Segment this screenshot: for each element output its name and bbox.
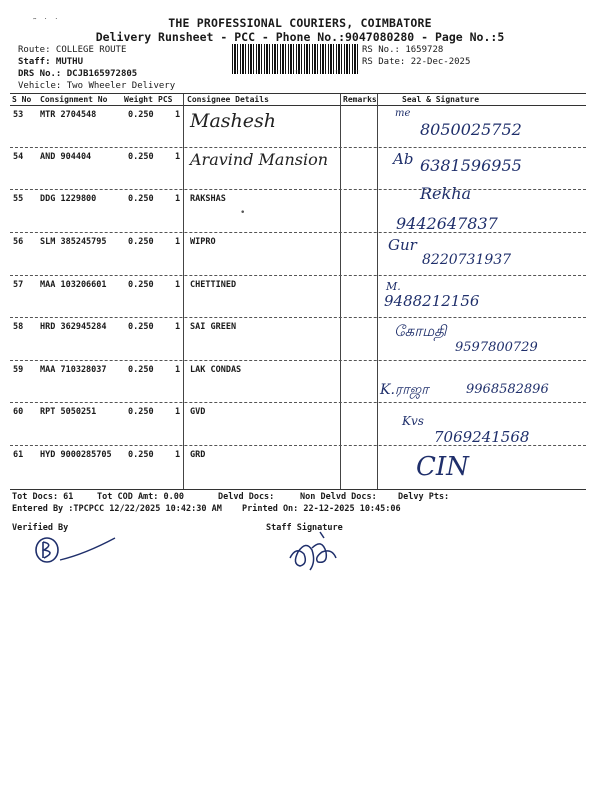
drs-label: DRS No.: DCJB165972805 (18, 69, 138, 79)
delivery-points: Delvy Pts: (398, 492, 450, 502)
row-signature: 9488212156 (384, 292, 480, 310)
col-details: Consignee Details (187, 95, 269, 104)
row-sig-scribble: Gur (388, 236, 417, 254)
stray-dot: • (240, 208, 246, 218)
row-pcs: 1 (175, 450, 181, 460)
row-sig-scribble: M. (386, 280, 401, 293)
col-remarks: Remarks (343, 95, 377, 104)
row-pcs: 1 (175, 365, 181, 375)
rs-number: RS No.: 1659728 (362, 45, 444, 55)
printed-on: Printed On: 22-12-2025 10:45:06 (242, 504, 401, 514)
row-weight: 0.250 (128, 322, 154, 332)
row-weight: 0.250 (128, 407, 154, 417)
row-sig-scribble: Rekha (420, 184, 472, 203)
row-sig-scribble: Ab (393, 150, 414, 168)
row-sno: 56 (13, 237, 24, 247)
row-pcs: 1 (175, 280, 181, 290)
row-consignment: AND 904404 (40, 152, 92, 162)
table-bottom-rule (10, 489, 586, 490)
row-consignee: LAK CONDAS (190, 365, 242, 375)
row-consignment: SLM 385245795 (40, 237, 107, 247)
divider-seal (377, 94, 378, 490)
verified-by-label: Verified By (12, 523, 69, 533)
row-sno: 58 (13, 322, 24, 332)
row-signature: 9442647837 (396, 214, 498, 233)
row-pcs: 1 (175, 152, 181, 162)
row-weight: 0.250 (128, 152, 154, 162)
row-sig-scribble: Kvs (402, 414, 424, 428)
row-signature: CIN (416, 452, 469, 482)
row-weight: 0.250 (128, 110, 154, 120)
row-sno: 59 (13, 365, 24, 375)
row-pcs: 1 (175, 110, 181, 120)
row-consignment: RPT 5050251 (40, 407, 97, 417)
company-title: THE PROFESSIONAL COURIERS, COIMBATORE (168, 16, 432, 30)
row-consignee: Aravind Mansion (190, 150, 329, 169)
row-consignment: MAA 710328037 (40, 365, 107, 375)
divider-remarks (340, 94, 341, 490)
row-weight: 0.250 (128, 365, 154, 375)
runsheet-subtitle: Delivery Runsheet - PCC - Phone No.:9047080280 - Page No.:5 (95, 30, 505, 44)
row-sno: 61 (13, 450, 24, 460)
row-consignment: MAA 103206601 (40, 280, 107, 290)
row-pcs: 1 (175, 322, 181, 332)
table-top-rule (10, 93, 586, 94)
row-consignee: GVD (190, 407, 206, 417)
row-pcs: 1 (175, 237, 181, 247)
row-pcs: 1 (175, 194, 181, 204)
row-rule (10, 445, 586, 446)
row-weight: 0.250 (128, 194, 154, 204)
row-rule (10, 189, 586, 190)
barcode (232, 44, 360, 74)
row-weight: 0.250 (128, 280, 154, 290)
row-consignment: DDG 1229800 (40, 194, 97, 204)
col-weight: Weight (124, 95, 153, 104)
col-pcs: PCS (158, 95, 173, 104)
total-docs: Tot Docs: 61 (12, 492, 74, 502)
row-signature: 9597800729 (455, 340, 538, 355)
table-header-rule (10, 105, 586, 106)
corner-mark: ˜ ˙ ˙ (32, 18, 60, 28)
col-sno: S No (12, 95, 32, 104)
row-sno: 55 (13, 194, 24, 204)
row-rule (10, 360, 586, 361)
row-rule (10, 317, 586, 318)
staff-signature-label: Staff Signature (266, 523, 343, 533)
col-consignment: Consignment No (40, 95, 108, 104)
row-consignee: WIPRO (190, 237, 216, 247)
row-weight: 0.250 (128, 450, 154, 460)
row-signature: 8220731937 (422, 252, 512, 268)
row-consignee: GRD (190, 450, 206, 460)
row-signature: 8050025752 (420, 120, 522, 139)
row-consignment: MTR 2704548 (40, 110, 97, 120)
row-consignee: CHETTINED (190, 280, 237, 290)
row-weight: 0.250 (128, 237, 154, 247)
row-pcs: 1 (175, 407, 181, 417)
entered-by: Entered By :TPCPCC 12/22/2025 10:42:30 AM (12, 504, 222, 514)
row-rule (10, 402, 586, 403)
delivered-docs: Delvd Docs: (218, 492, 275, 502)
total-cod: Tot COD Amt: 0.00 (97, 492, 184, 502)
row-sno: 60 (13, 407, 24, 417)
row-consignee: Mashesh (190, 110, 277, 132)
row-sno: 57 (13, 280, 24, 290)
row-signature: 6381596955 (420, 156, 522, 175)
verifier-signature (30, 530, 130, 570)
row-consignment: HRD 362945284 (40, 322, 107, 332)
col-seal: Seal & Signature (402, 95, 480, 104)
vehicle-label: Vehicle: Two Wheeler Delivery (18, 81, 176, 91)
row-sig-scribble: me (395, 108, 411, 119)
staff-signature (282, 528, 352, 578)
route-label: Route: COLLEGE ROUTE (18, 45, 127, 55)
row-rule (10, 147, 586, 148)
row-rule (10, 232, 586, 233)
row-signature: 7069241568 (434, 428, 530, 446)
row-consignee: SAI GREEN (190, 322, 237, 332)
row-sno: 54 (13, 152, 24, 162)
row-consignment: HYD 9000285705 (40, 450, 112, 460)
row-rule (10, 275, 586, 276)
non-delivered-docs: Non Delvd Docs: (300, 492, 377, 502)
row-sno: 53 (13, 110, 24, 120)
row-signature: 9968582896 (466, 382, 549, 397)
rs-date: RS Date: 22-Dec-2025 (362, 57, 471, 67)
row-consignee: RAKSHAS (190, 194, 226, 204)
staff-label: Staff: MUTHU (18, 57, 84, 67)
divider-details (183, 94, 184, 490)
row-sig-scribble: K.ராஜா (380, 382, 429, 398)
row-sig-scribble: கோமதி (394, 322, 447, 340)
